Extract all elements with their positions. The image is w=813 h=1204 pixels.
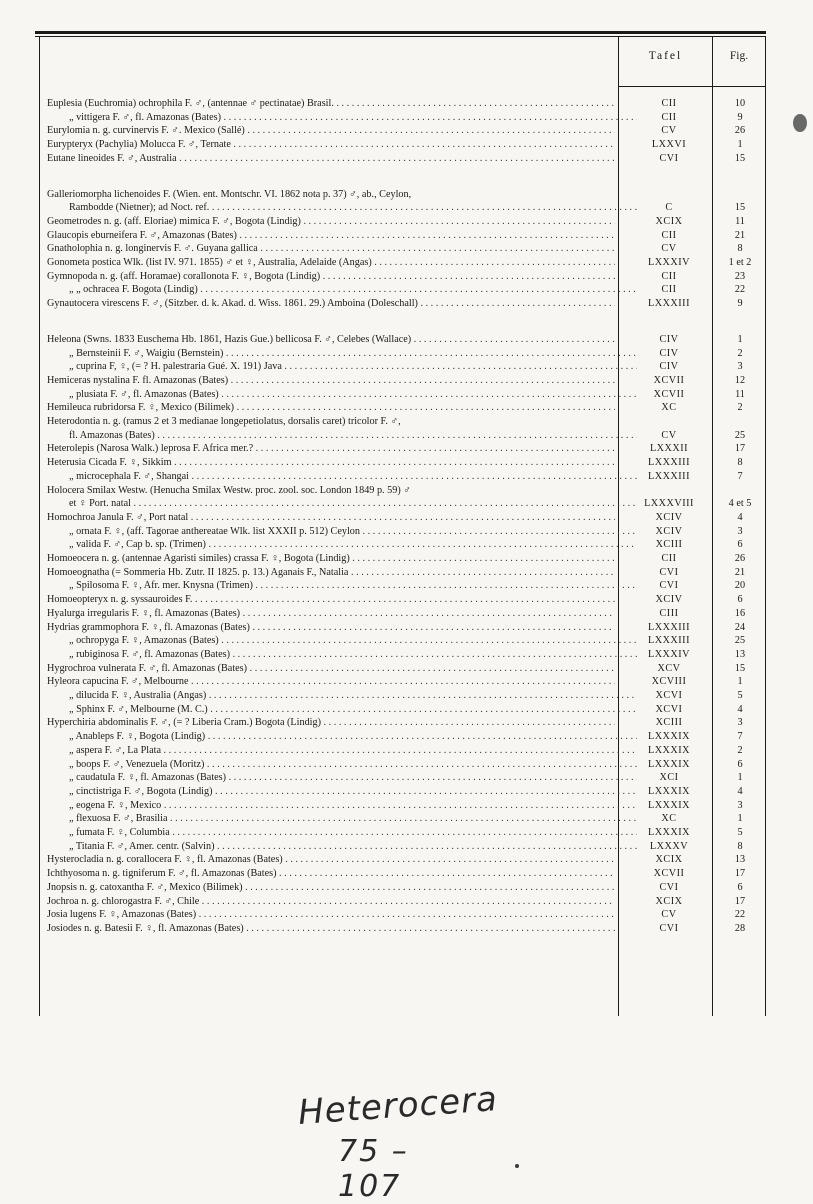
fig-cell: 1 [737, 333, 743, 345]
tafel-cell: LXXXII [649, 443, 689, 455]
table-row [47, 456, 767, 470]
entry-name: Josiodes n. g. Batesii F. ♀, fl. Amazonas (Bates) . . . [47, 922, 615, 936]
fig-cell: 8 [737, 457, 743, 469]
table-row [47, 415, 767, 429]
fig-cell: 25 [734, 429, 746, 441]
entry-name: Geometrodes n. g. (aff. Eloriae) mimica F. ♂, Bogota (Lindig) . . . [47, 215, 615, 229]
fig-cell: 11 [735, 215, 745, 227]
entry-name: „ dilucida F. ♀, Australia (Angas) . . . [47, 689, 637, 703]
fig-cell: 28 [734, 922, 746, 934]
table-row [47, 442, 767, 456]
tafel-cell: CII [661, 111, 677, 123]
table-row [47, 215, 767, 229]
entry-name: „ Sphinx F. ♂, Melbourne (M. C.) . . . [47, 703, 637, 717]
fig-cell: 2 [737, 744, 743, 756]
fig-cell: 13 [734, 854, 746, 866]
tafel-cell: CVI [659, 881, 679, 893]
fig-cell: 1 [737, 139, 743, 151]
tafel-cell: XCIV [655, 525, 683, 537]
table-row [47, 511, 767, 525]
tafel-cell: LXXXIII [648, 457, 690, 469]
entry-name: Eutane lineoides F. ♂, Australia . . . [47, 152, 615, 166]
fig-cell: 26 [734, 125, 746, 137]
fig-cell: 11 [735, 388, 745, 400]
table-row [47, 621, 767, 635]
entry-name: Eurypteryx (Pachylia) Molucca F. ♂, Ternate . . . [47, 138, 615, 152]
fig-cell: 9 [737, 111, 743, 123]
entry-name: Homochroa Janula F. ♂, Port natal . . . [47, 511, 615, 525]
table-row [47, 908, 767, 922]
entry-name: Hydrias grammophora F. ♀, fl. Amazonas (Bates) . . . [47, 621, 615, 635]
tafel-cell: XCVI [655, 690, 683, 701]
entry-name: „ caudatula F. ♀, fl. Amazonas (Bates) . . . [47, 771, 637, 785]
tafel-cell: XCIX [655, 215, 683, 227]
table-row [47, 662, 767, 676]
table-row [47, 201, 767, 215]
table-row [47, 593, 767, 607]
tafel-cell: XCVII [653, 868, 685, 880]
fig-cell: 22 [734, 909, 746, 921]
entry-name: „ ochropyga F. ♀, Amazonas (Bates) . . . [47, 634, 637, 648]
fig-cell: 21 [734, 566, 746, 578]
table-row [47, 867, 767, 881]
fig-cell: 1 [737, 676, 743, 688]
fig-cell: 23 [734, 270, 746, 282]
tafel-cell: CIV [659, 347, 679, 359]
tafel-cell: XCIV [655, 594, 683, 606]
entry-name: Homoeopteryx n. g. syssauroides F. . . . [47, 593, 615, 607]
table-row [47, 347, 767, 361]
speck-mark [793, 114, 807, 132]
fig-cell: 1 [737, 813, 743, 825]
entry-name: Jochroa n. g. chlorogastra F. ♂, Chile . . . [47, 895, 615, 909]
table-row [47, 552, 767, 566]
table-row [47, 730, 767, 744]
table-row [47, 881, 767, 895]
tafel-cell: LXXXIV [647, 648, 691, 660]
tafel-cell: CVI [659, 566, 679, 578]
fig-cell: 4 [737, 703, 743, 715]
tafel-cell: XC [661, 813, 677, 825]
fig-cell: 17 [734, 895, 746, 907]
entry-name: Holocera Smilax Westw. (Henucha Smilax Westw. proc. zool. soc. London 1849 p. 59) ♂ [47, 484, 411, 496]
entry-name: „ cinctistriga F. ♂, Bogota (Lindig) . . . [47, 785, 637, 799]
entry-name: Gynautocera virescens F. ♂, (Sitzber. d. k. Akad. d. Wiss. 1861. 29.) Amboina (Doleschall) . . . [47, 297, 615, 311]
entry-name: Rambodde (Nietner); ad Noct. ref. . . . [47, 201, 637, 215]
fig-cell: 2 [737, 347, 743, 359]
entry-name: „ microcephala F. ♂, Shangai . . . [47, 470, 637, 484]
table-row [47, 744, 767, 758]
entry-name: et ♀ Port. natal . . . [47, 497, 637, 511]
fig-cell: 15 [734, 662, 746, 674]
table-row [47, 566, 767, 580]
table-row [47, 812, 767, 826]
tafel-cell: CIV [659, 361, 679, 373]
table-row [47, 689, 767, 703]
fig-cell: 6 [737, 539, 743, 551]
table-row [47, 840, 767, 854]
tafel-cell: XCIII [655, 717, 683, 729]
tafel-cell: XC [661, 402, 677, 414]
entry-name: „ vittigera F. ♂, fl. Amazonas (Bates) . . . [47, 111, 637, 125]
entry-name: „ eogena F. ♀, Mexico . . . [47, 799, 637, 813]
entry-name: „ flexuosa F. ♂, Brasilia . . . [47, 812, 637, 826]
entry-name: „ ornata F. ♀, (aff. Tagorae anthereatae Wlk. list XXXII p. 512) Ceylon . . . [47, 525, 637, 539]
fig-cell: 15 [734, 202, 746, 214]
table-row [47, 895, 767, 909]
table-row [47, 703, 767, 717]
top-rule-thick [35, 31, 766, 34]
entry-name: Heterolepis (Narosa Walk.) leprosa F. Africa mer.? . . . [47, 442, 615, 456]
left-border [39, 36, 40, 1016]
entry-name: Heterusia Cicada F. ♀, Sikkim . . . [47, 456, 615, 470]
fig-cell: 4 [737, 511, 743, 523]
table-row [47, 607, 767, 621]
table-row [47, 297, 767, 311]
tafel-cell: CIII [659, 607, 679, 619]
entry-name: „ cuprina F, ♀, (= ? H. palestraria Gué. X. 191) Java . . . [47, 360, 637, 374]
tafel-cell: LXXXIII [648, 621, 690, 633]
tafel-cell: LXXXIV [647, 257, 691, 268]
fig-cell: 3 [737, 717, 743, 729]
tafel-cell: XCVII [653, 388, 685, 400]
fig-cell: 8 [737, 840, 743, 852]
entry-name: Hyperchiria abdominalis F. ♂, (= ? Liberia Cram.) Bogota (Lindig) . . . [47, 716, 615, 730]
entry-name: „ fumata F. ♀, Columbia . . . [47, 826, 637, 840]
table-row [47, 579, 767, 593]
entry-name: Homoeocera n. g. (antennae Agaristi similes) crassa F. ♀, Bogota (Lindig) . . . [47, 552, 615, 566]
tafel-cell: LXXXIII [648, 470, 690, 482]
fig-cell: 21 [734, 229, 746, 241]
entry-name: Hysterocladia n. g. corallocera F. ♀, fl. Amazonas (Bates) . . . [47, 853, 615, 867]
entry-name: „ Bernsteinii F. ♂, Waigiu (Bernstein) . . . [47, 347, 637, 361]
table-row [47, 675, 767, 689]
tafel-cell: XCVI [655, 703, 683, 715]
fig-cell: 26 [734, 553, 746, 564]
table-row [47, 388, 767, 402]
fig-cell: 4 et 5 [728, 498, 752, 510]
entry-name: „ aspera F. ♂, La Plata . . . [47, 744, 637, 758]
entry-name: Jnopsis n. g. catoxantha F. ♂, Mexico (Bilimek) . . . [47, 881, 615, 895]
table-row [47, 716, 767, 730]
table-row [47, 525, 767, 539]
table-row [47, 97, 767, 111]
fig-cell: 25 [734, 635, 746, 647]
table-row [47, 922, 767, 936]
tafel-cell: XCI [659, 772, 679, 784]
fig-cell: 13 [734, 648, 746, 660]
fig-cell: 6 [737, 758, 743, 770]
fig-cell: 22 [734, 284, 746, 296]
fig-cell: 5 [737, 827, 743, 838]
fig-cell: 4 [737, 785, 743, 797]
tafel-cell: LXXVI [651, 139, 687, 151]
header-rule [618, 86, 766, 87]
handwritten-title: Heterocera [296, 1079, 500, 1133]
table-row [47, 360, 767, 374]
table-row [47, 470, 767, 484]
entry-name: fl. Amazonas (Bates) . . . [47, 429, 637, 443]
table-row [47, 270, 767, 284]
entry-name: Gnatholophia n. g. longinervis F. ♂. Guyana gallica . . . [47, 242, 615, 256]
tafel-cell: CII [661, 553, 677, 564]
fig-cell: 1 [737, 772, 743, 784]
fig-cell: 2 [737, 402, 743, 414]
tafel-cell: CVI [659, 922, 679, 934]
entry-name: Glaucopis eburneifera F. ♂, Amazonas (Bates) . . . [47, 229, 615, 243]
tafel-cell: CV [661, 429, 677, 441]
tafel-cell: XCV [657, 662, 681, 674]
table-row [47, 374, 767, 388]
tafel-cell: CII [661, 284, 677, 296]
entry-name: „ rubiginosa F. ♂, fl. Amazonas (Bates) . . . [47, 648, 637, 662]
table-row [47, 648, 767, 662]
table-row [47, 283, 767, 297]
fig-cell: 17 [734, 443, 746, 455]
entry-name: „ boops F. ♂, Venezuela (Moritz) . . . [47, 758, 637, 772]
tafel-cell: LXXXIX [647, 827, 691, 838]
fig-cell: 15 [734, 152, 746, 164]
table-row [47, 229, 767, 243]
tafel-cell: LXXXV [649, 840, 689, 852]
table-row [47, 826, 767, 840]
tafel-cell: LXXXIX [647, 731, 691, 743]
tafel-cell: CVI [659, 152, 679, 164]
fig-header: Fig. [729, 50, 749, 62]
tafel-cell: LXXXIX [647, 799, 691, 811]
entry-name: Euplesia (Euchromia) ochrophila F. ♂, (antennae ♂ pectinatae) Brasil. . . . [47, 97, 615, 111]
tafel-cell: XCIV [655, 511, 683, 523]
table-row [47, 853, 767, 867]
tafel-cell: LXXXVIII [644, 498, 694, 510]
table-row [47, 152, 767, 166]
table-row [47, 758, 767, 772]
fig-cell: 5 [737, 690, 743, 701]
entry-name: Hemiceras nystalina F. fl. Amazonas (Bates) . . . [47, 374, 615, 388]
entry-name: „ plusiata F. ♂, fl. Amazonas (Bates) . . . [47, 388, 637, 402]
table-row [47, 771, 767, 785]
fig-cell: 3 [737, 525, 743, 537]
fig-cell: 7 [737, 731, 743, 743]
tafel-cell: LXXXIX [647, 758, 691, 770]
table-row [47, 538, 767, 552]
fig-cell: 7 [737, 470, 743, 482]
table-row [47, 333, 767, 347]
fig-cell: 9 [737, 298, 743, 310]
tafel-cell: LXXXIII [648, 298, 690, 310]
entry-name: Eurylomia n. g. curvinervis F. ♂. Mexico (Sallé) . . . [47, 124, 615, 138]
table-row [47, 124, 767, 138]
table-row [47, 429, 767, 443]
tafel-cell: XCIX [655, 895, 683, 907]
fig-cell: 6 [737, 881, 743, 893]
fig-cell: 16 [734, 607, 746, 619]
tafel-cell: CVI [659, 580, 679, 592]
tafel-cell: LXXXIX [647, 744, 691, 756]
fig-cell: 17 [734, 868, 746, 880]
entry-name: Gymnopoda n. g. (aff. Horamae) corallonota F. ♀, Bogota (Lindig) . . . [47, 270, 615, 284]
tafel-cell: XCVIII [651, 676, 687, 688]
entry-name: Josia lugens F. ♀, Amazonas (Bates) . . . [47, 908, 615, 922]
table-row [47, 497, 767, 511]
entry-name: Heleona (Swns. 1833 Euschema Hb. 1861, Hazis Gue.) bellicosa F. ♂, Celebes (Wallace) . . . [47, 333, 615, 347]
entry-name: Galleriomorpha lichenoides F. (Wien. ent. Montschr. VI. 1862 nota p. 37) ♂, ab., Ceylon, [47, 188, 412, 200]
fig-cell: 24 [734, 621, 746, 633]
tafel-cell: CV [661, 909, 677, 921]
tafel-cell: C [665, 202, 673, 214]
fig-cell: 6 [737, 594, 743, 606]
entry-name: „ „ ochracea F. Bogota (Lindig) . . . [47, 283, 637, 297]
fig-cell: 3 [737, 799, 743, 811]
tafel-cell: CII [661, 98, 677, 109]
table-row [47, 138, 767, 152]
handwritten-note [296, 1079, 500, 1204]
entry-name: „ Spilosoma F. ♀, Afr. mer. Knysna (Trimen) . . . [47, 579, 637, 593]
fig-cell: 12 [734, 374, 746, 386]
entry-name: Hyalurga irregularis F. ♀, fl. Amazonas (Bates) . . . [47, 607, 615, 621]
entry-name: Homoeognatha (= Sommeria Hb. Zutr. II 1825. p. 13.) Aganais F., Natalia . . . [47, 566, 615, 580]
entry-name: „ Anableps F. ♀, Bogota (Lindig) . . . [47, 730, 637, 744]
tafel-cell: XCVII [653, 374, 685, 386]
tafel-cell: XCIII [655, 539, 683, 551]
table-row [47, 484, 767, 498]
top-rule-thin [35, 36, 766, 37]
entry-name: Hemileuca rubridorsa F. ♀, Mexico (Bilimek) . . . [47, 401, 615, 415]
entry-name: „ valida F. ♂, Cap b. sp. (Trimen) . . . [47, 538, 637, 552]
tafel-cell: XCIX [655, 854, 683, 866]
tafel-cell: CV [661, 125, 677, 137]
speck-mark [515, 1164, 519, 1168]
tafel-cell: CII [661, 229, 677, 241]
table-row [47, 256, 767, 270]
tafel-cell: LXXXIX [647, 785, 691, 797]
tafel-cell: CV [661, 243, 677, 255]
entry-name: „ Titania F. ♂, Amer. centr. (Salvin) . . . [47, 840, 637, 854]
table-row [47, 111, 767, 125]
tafel-cell: CIV [659, 333, 679, 345]
fig-cell: 8 [737, 243, 743, 255]
tafel-cell: CII [661, 270, 677, 282]
table-row [47, 188, 767, 202]
entry-name: Gonometa postica Wlk. (list IV. 971. 1855) ♂ et ♀, Australia, Adelaide (Angas) . . . [47, 256, 615, 270]
tafel-header: Tafel [648, 50, 683, 62]
entry-name: Hyleora capucina F. ♂, Melbourne . . . [47, 675, 615, 689]
fig-cell: 10 [734, 98, 746, 109]
table-row [47, 242, 767, 256]
fig-cell: 1 et 2 [728, 257, 752, 268]
handwritten-range: 75 – 107 [338, 1134, 409, 1204]
table-row [47, 401, 767, 415]
entry-name: Heterodontia n. g. (ramus 2 et 3 medianae longepetiolatus, dorsalis caret) tricolor F. ♂, [47, 416, 401, 427]
entry-name: Hygrochroa vulnerata F. ♂, fl. Amazonas (Bates) . . . [47, 662, 615, 676]
table-row [47, 634, 767, 648]
entry-name: Ichthyosoma n. g. tigniferum F. ♂, fl. Amazonas (Bates) . . . [47, 867, 615, 881]
fig-cell: 3 [737, 361, 743, 373]
table-row [47, 799, 767, 813]
table-row [47, 785, 767, 799]
tafel-cell: LXXXIII [648, 635, 690, 647]
fig-cell: 20 [734, 580, 746, 592]
